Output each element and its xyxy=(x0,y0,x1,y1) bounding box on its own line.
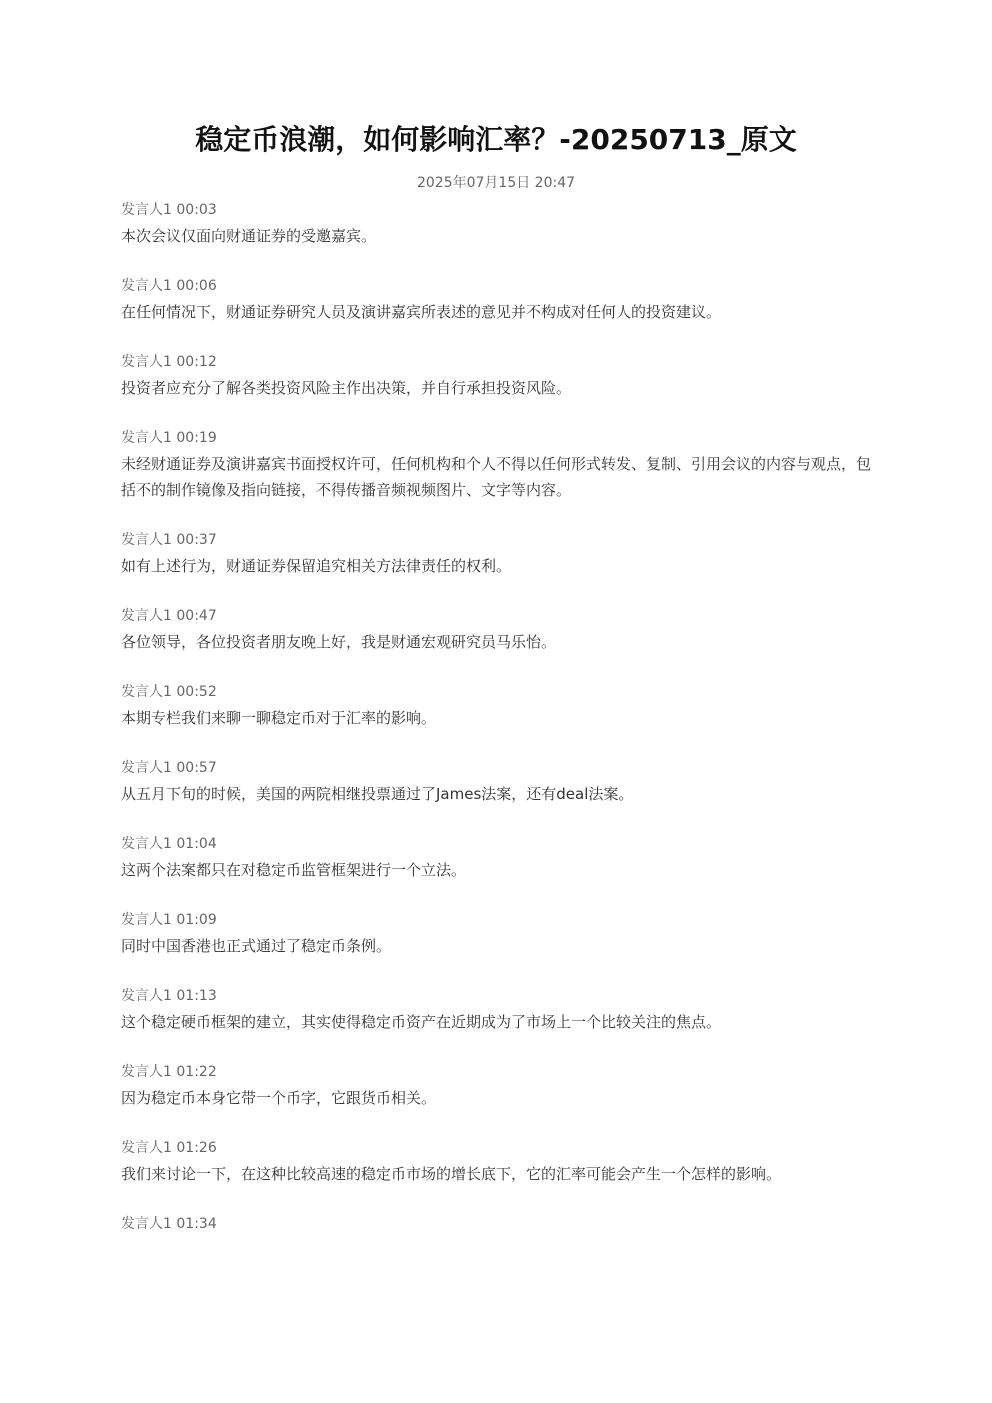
speaker-line xyxy=(121,909,881,931)
document-title: 稳定币浪潮，如何影响汇率？-20250713_原文 xyxy=(195,123,797,156)
transcript-entry xyxy=(121,985,881,1035)
speaker-line xyxy=(121,1213,881,1235)
speech-text: 本次会议仅面向财通证券的受邀嘉宾。 xyxy=(121,227,377,245)
timestamp: 01:34 xyxy=(176,1216,217,1232)
speaker-name: 发言人1 xyxy=(121,836,172,852)
speech-text: 投资者应充分了解各类投资风险主作出决策，并自行承担投资风险。 xyxy=(121,379,572,397)
speech-text: 这两个法案都只在对稳定币监管框架进行一个立法。 xyxy=(121,861,467,879)
speaker-name: 发言人1 xyxy=(121,912,172,928)
speaker-name: 发言人1 xyxy=(121,354,172,370)
transcript-entry xyxy=(121,427,881,503)
speech-text: 从五月下旬的时候，美国的两院相继投票通过了James法案，还有deal法案。 xyxy=(121,785,634,803)
speaker-line xyxy=(121,757,881,779)
timestamp: 00:12 xyxy=(176,354,217,370)
timestamp: 00:52 xyxy=(176,684,217,700)
transcript-entry xyxy=(121,605,881,655)
speech-text: 如有上述行为，财通证券保留追究相关方法律责任的权利。 xyxy=(121,557,512,575)
transcript-entry xyxy=(121,1213,881,1235)
speaker-line xyxy=(121,529,881,551)
speaker-name: 发言人1 xyxy=(121,430,172,446)
timestamp: 01:09 xyxy=(176,912,217,928)
transcript-entry xyxy=(121,757,881,807)
transcript-entry xyxy=(121,275,881,325)
timestamp: 01:04 xyxy=(176,836,217,852)
speaker-line xyxy=(121,199,881,221)
speaker-name: 发言人1 xyxy=(121,202,172,218)
speaker-name: 发言人1 xyxy=(121,988,172,1004)
speaker-name: 发言人1 xyxy=(121,1140,172,1156)
speaker-line xyxy=(121,605,881,627)
timestamp: 01:26 xyxy=(176,1140,217,1156)
speech-text: 同时中国香港也正式通过了稳定币条例。 xyxy=(121,937,392,955)
transcript-entry xyxy=(121,351,881,401)
speaker-line xyxy=(121,1137,881,1159)
speaker-name: 发言人1 xyxy=(121,1064,172,1080)
speech-text: 因为稳定币本身它带一个币字，它跟货币相关。 xyxy=(121,1089,437,1107)
timestamp: 00:37 xyxy=(176,532,217,548)
transcript-entry xyxy=(121,1061,881,1111)
speech-text: 本期专栏我们来聊一聊稳定币对于汇率的影响。 xyxy=(121,709,437,727)
speech-text: 这个稳定硬币框架的建立，其实使得稳定币资产在近期成为了市场上一个比较关注的焦点。 xyxy=(121,1013,722,1031)
timestamp: 01:13 xyxy=(176,988,217,1004)
speaker-name: 发言人1 xyxy=(121,684,172,700)
transcript-entry xyxy=(121,1137,881,1187)
transcript-entry xyxy=(121,909,881,959)
document-date: 2025年07月15日 20:47 xyxy=(416,175,576,191)
speech-text: 在任何情况下，财通证券研究人员及演讲嘉宾所表述的意见并不构成对任何人的投资建议。 xyxy=(121,303,722,321)
transcript-entry xyxy=(121,199,881,249)
speaker-line xyxy=(121,681,881,703)
timestamp: 00:06 xyxy=(176,278,217,294)
speaker-name: 发言人1 xyxy=(121,608,172,624)
speaker-line xyxy=(121,351,881,373)
speech-text: 各位领导，各位投资者朋友晚上好，我是财通宏观研究员马乐怡。 xyxy=(121,633,557,651)
timestamp: 00:47 xyxy=(176,608,217,624)
timestamp: 00:57 xyxy=(176,760,217,776)
transcript-entry xyxy=(121,529,881,579)
speaker-line xyxy=(121,275,881,297)
speaker-line xyxy=(121,427,881,449)
timestamp: 00:19 xyxy=(176,430,217,446)
transcript-entry xyxy=(121,833,881,883)
timestamp: 00:03 xyxy=(176,202,217,218)
speaker-line xyxy=(121,985,881,1007)
speaker-line xyxy=(121,1061,881,1083)
speech-text: 我们来讨论一下，在这种比较高速的稳定币市场的增长底下，它的汇率可能会产生一个怎样的影响。 xyxy=(121,1165,782,1183)
speaker-line xyxy=(121,833,881,855)
speaker-name: 发言人1 xyxy=(121,760,172,776)
speaker-name: 发言人1 xyxy=(121,1216,172,1232)
transcript-entry xyxy=(121,681,881,731)
timestamp: 01:22 xyxy=(176,1064,217,1080)
speaker-name: 发言人1 xyxy=(121,532,172,548)
transcript xyxy=(121,199,881,1261)
speaker-name: 发言人1 xyxy=(121,278,172,294)
speech-text: 未经财通证券及演讲嘉宾书面授权许可，任何机构和个人不得以任何形式转发、复制、引用会议的内容与观点，包括不的制作镜像及指向链接，不得传播音频视频图片、文字等内容。 xyxy=(121,455,872,499)
